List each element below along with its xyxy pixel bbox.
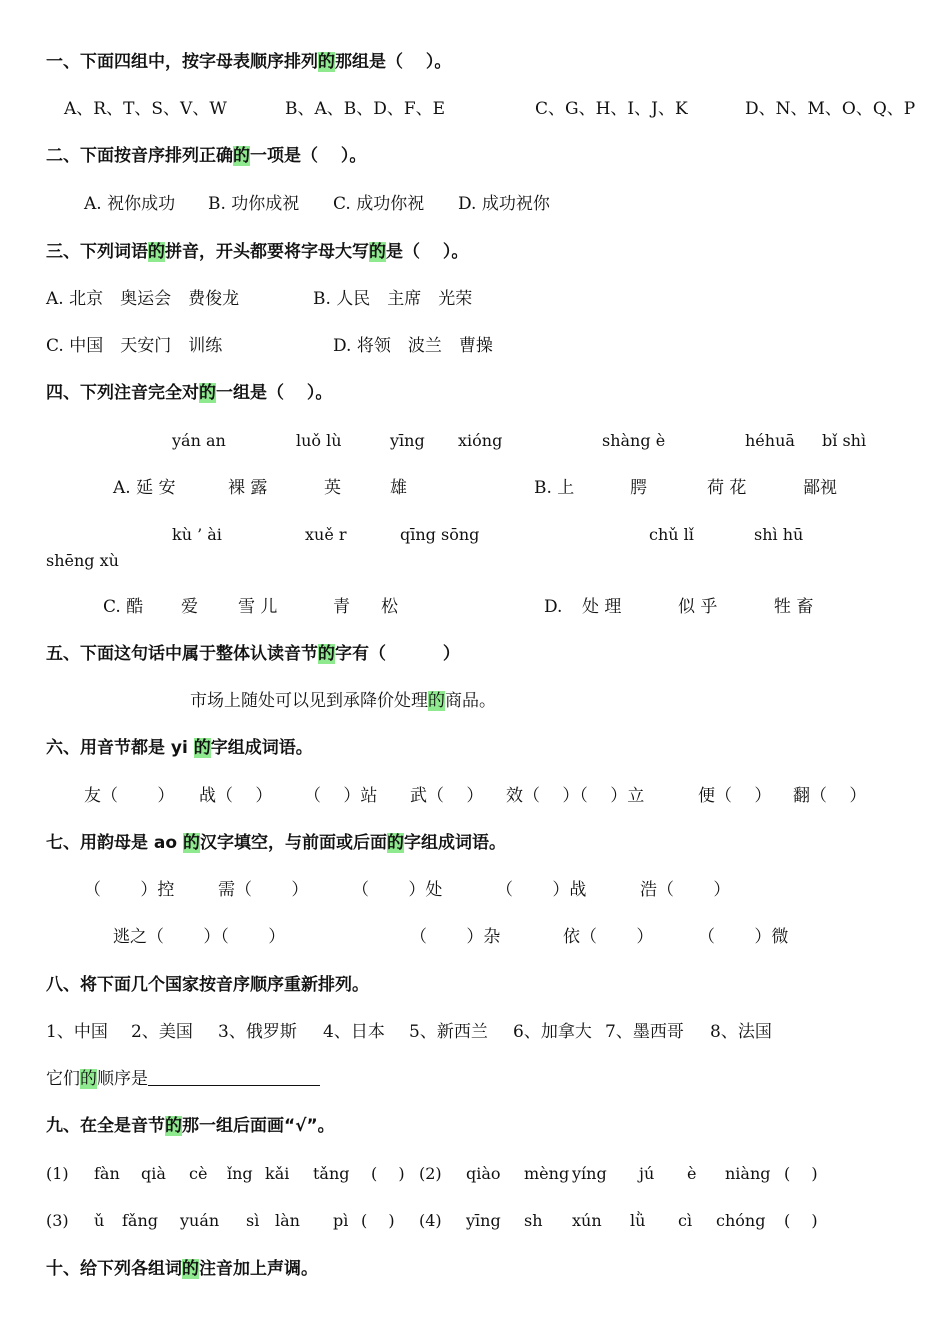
highlight: 的: [318, 52, 335, 72]
syllable: qiào: [466, 1164, 501, 1183]
word: C. 酷: [103, 597, 144, 617]
group-number: (2): [419, 1164, 442, 1183]
fill-item: （ ）处: [352, 880, 443, 900]
group-number: (3): [46, 1211, 69, 1230]
question-2-title: 二、下面按音序排列正确的一项是（ ）。: [46, 146, 367, 166]
syllable: ǐng: [227, 1164, 253, 1183]
highlight: 的: [193, 738, 211, 758]
syllable: yíng: [572, 1164, 607, 1183]
question-3-title: 三、下列词语的拼音，开头都要将字母大写的是（ ）。: [46, 242, 469, 262]
option-b: B. 人民 主席 光荣: [313, 289, 473, 309]
answer-paren[interactable]: ( ): [371, 1164, 405, 1183]
question-8-title: 八、将下面几个国家按音序顺序重新排列。: [46, 975, 369, 995]
country: 7、墨西哥: [605, 1022, 684, 1042]
pinyin: yīng: [390, 431, 425, 450]
option-b: B、A、B、D、F、E: [285, 99, 446, 119]
word: 腭: [630, 478, 647, 498]
syllable: mèng: [524, 1164, 570, 1183]
question-7-title: 七、用韵母是 ao 的汉字填空，与前面或后面的字组成词语。: [46, 833, 506, 853]
answer-line: 它们的顺序是: [46, 1067, 320, 1091]
fill-item: （ ）站: [304, 786, 378, 806]
syllable: làn: [275, 1211, 300, 1230]
fill-item: （ ）微: [698, 927, 789, 947]
word: D.: [544, 597, 563, 617]
highlight: 的: [387, 833, 404, 853]
syllable: sì: [246, 1211, 260, 1230]
highlight: 的: [318, 644, 335, 664]
pinyin: qīng sōng: [400, 525, 480, 544]
pinyin: kù ’ ài: [172, 525, 222, 544]
syllable: xún: [572, 1211, 602, 1230]
syllable: sh: [524, 1211, 543, 1230]
pinyin: bǐ shì: [822, 431, 867, 450]
word: 青: [333, 597, 350, 617]
highlight: 的: [148, 242, 165, 262]
pinyin: xuě r: [305, 525, 347, 544]
fill-item: 战（ ）: [199, 786, 273, 806]
country: 5、新西兰: [409, 1022, 488, 1042]
answer-paren[interactable]: ( ): [361, 1211, 395, 1230]
word: 裸 露: [228, 478, 268, 498]
highlight: 的: [428, 691, 445, 711]
syllable: pì: [333, 1211, 349, 1230]
syllable: tǎng: [313, 1164, 350, 1183]
answer-paren[interactable]: ( ): [784, 1164, 818, 1183]
group-number: (4): [419, 1211, 442, 1230]
fill-item: 浩（ ）: [640, 880, 731, 900]
sentence: 市场上随处可以见到承降价处理的商品。: [190, 691, 496, 711]
word: 处 理: [582, 597, 622, 617]
option-b: B. 功你成祝: [208, 194, 300, 214]
fill-item: 友（ ）: [84, 786, 175, 806]
syllable: chóng: [716, 1211, 766, 1230]
fill-item: （ ）控: [84, 880, 175, 900]
option-c: C. 成功你祝: [333, 194, 425, 214]
word: 雪 儿: [238, 597, 278, 617]
syllable: niàng: [725, 1164, 771, 1183]
country: 2、美国: [131, 1022, 193, 1042]
highlight: 的: [183, 833, 200, 853]
word: 荷 花: [707, 478, 747, 498]
option-d: D、N、M、O、Q、P: [745, 99, 916, 119]
pinyin: shàng è: [602, 431, 666, 450]
fill-item: 需（ ）: [218, 880, 309, 900]
fill-item: 翻（ ）: [793, 786, 867, 806]
syllable: yīng: [466, 1211, 501, 1230]
highlight: 的: [369, 242, 386, 262]
fill-item: 便（ ）: [698, 786, 772, 806]
fill-item: （ ）杂: [410, 927, 501, 947]
syllable: fàn: [94, 1164, 120, 1183]
group-number: (1): [46, 1164, 69, 1183]
pinyin: chǔ lǐ: [649, 525, 694, 544]
highlight: 的: [233, 146, 250, 166]
word: A. 延 安: [113, 478, 176, 498]
pinyin: héhuā: [745, 431, 795, 450]
option-c: C、G、H、I、J、K: [535, 99, 688, 119]
syllable: yuán: [180, 1211, 220, 1230]
word: 雄: [390, 478, 407, 498]
word: B. 上: [534, 478, 575, 498]
country: 6、加拿大: [513, 1022, 592, 1042]
answer-blank[interactable]: [148, 1069, 320, 1086]
pinyin: yán an: [172, 431, 226, 450]
option-d: D. 成功祝你: [458, 194, 550, 214]
question-5-title: 五、下面这句话中属于整体认读音节的字有（ ）: [46, 644, 460, 664]
country: 4、日本: [323, 1022, 385, 1042]
option-d: D. 将领 波兰 曹操: [333, 336, 493, 356]
question-6-title: 六、用音节都是 yi 的字组成词语。: [46, 738, 313, 758]
syllable: ǔ: [94, 1211, 105, 1230]
country: 1、中国: [46, 1022, 108, 1042]
pinyin: xióng: [458, 431, 503, 450]
option-a: A. 北京 奥运会 费俊龙: [46, 289, 240, 309]
syllable: qià: [141, 1164, 166, 1183]
word: 松: [381, 597, 398, 617]
highlight: 的: [199, 383, 216, 403]
question-1-title: 一、下面四组中，按字母表顺序排列的那组是（ ）。: [46, 52, 452, 72]
word: 似 乎: [678, 597, 718, 617]
pinyin: shì hū: [754, 525, 804, 544]
syllable: cè: [189, 1164, 208, 1183]
pinyin: luǒ lù: [296, 431, 342, 450]
option-c: C. 中国 天安门 训练: [46, 336, 223, 356]
word: 鄙视: [803, 478, 837, 498]
option-a: A、R、T、S、V、W: [64, 99, 227, 119]
fill-item: 依（ ）: [563, 927, 654, 947]
syllable: cì: [678, 1211, 693, 1230]
country: 8、法国: [710, 1022, 772, 1042]
question-9-title: 九、在全是音节的那一组后面画“√”。: [46, 1116, 335, 1136]
fill-item: 效（ ）（ ）立: [506, 786, 645, 806]
word: 英: [324, 478, 341, 498]
highlight: 的: [165, 1116, 182, 1136]
fill-item: （ ）战: [496, 880, 587, 900]
highlight: 的: [80, 1069, 97, 1089]
question-10-title: 十、给下列各组词的注音加上声调。: [46, 1259, 318, 1279]
syllable: è: [687, 1164, 697, 1183]
syllable: fǎng: [122, 1211, 159, 1230]
question-4-title: 四、下列注音完全对的一组是（ ）。: [46, 383, 333, 403]
country: 3、俄罗斯: [218, 1022, 297, 1042]
pinyin: shēng xù: [46, 551, 119, 570]
fill-item: 逃之（ ）（ ）: [113, 927, 286, 947]
highlight: 的: [182, 1259, 199, 1279]
syllable: jú: [639, 1164, 655, 1183]
option-a: A. 祝你成功: [84, 194, 176, 214]
syllable: lǜ: [630, 1211, 646, 1230]
word: 牲 畜: [774, 597, 814, 617]
fill-item: 武（ ）: [410, 786, 484, 806]
answer-paren[interactable]: ( ): [784, 1211, 818, 1230]
word: 爱: [181, 597, 198, 617]
syllable: kǎi: [265, 1164, 290, 1183]
